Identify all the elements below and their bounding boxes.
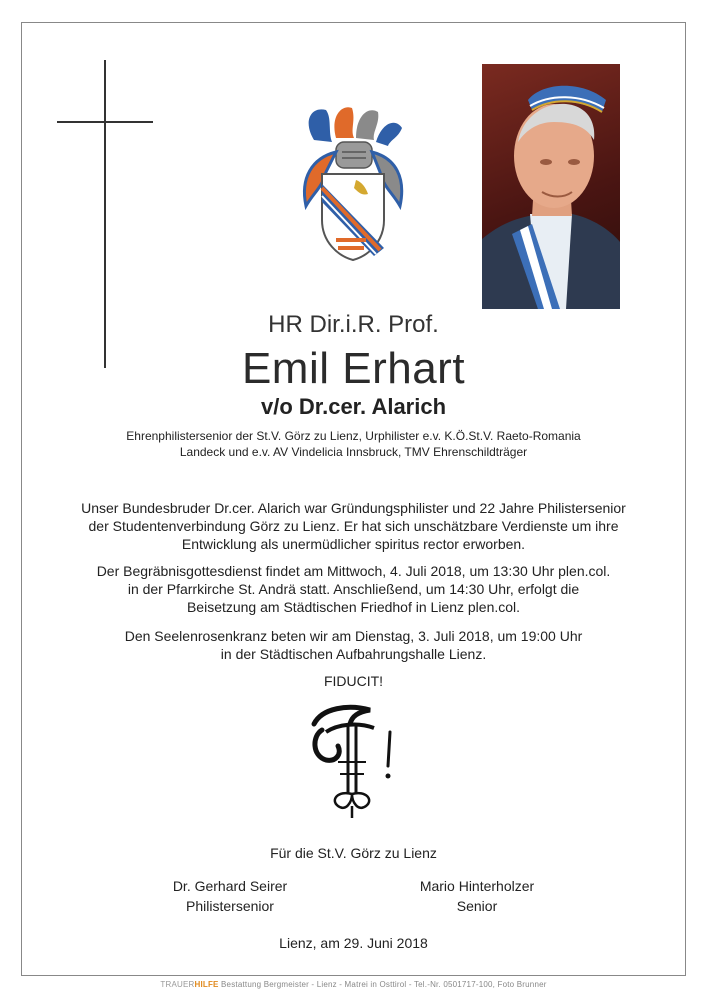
signatory-role: Senior: [456, 898, 498, 914]
deceased-name: Emil Erhart: [241, 344, 466, 393]
title-prefix: HR Dir.i.R. Prof.: [268, 311, 439, 338]
place-date: Lienz, am 29. Juni 2018: [279, 935, 428, 951]
signature-block-1: [130, 876, 330, 916]
funeral-paragraph: [21, 562, 686, 616]
zirkel-monogram-icon: [308, 702, 400, 822]
on-behalf-line: Für die St.V. Görz zu Lienz: [270, 845, 437, 861]
tribute-paragraph: [21, 499, 686, 553]
text-line: Der Begräbnisgottesdienst findet am Mittwoch, 4. Juli 2018, um 13:30 Uhr plen.col.: [96, 563, 611, 579]
vulgo-name: v/o Dr.cer. Alarich: [260, 394, 447, 419]
honors-text: [21, 428, 686, 460]
honors-line: Landeck und e.v. AV Vindelicia Innsbruck, TMV Ehrenschildträger: [179, 445, 528, 459]
footer-text: Bestattung Bergmeister - Lienz - Matrei in Osttirol - Tel.-Nr. 0501717-100, Foto Brunner: [218, 980, 547, 989]
text-line: Den Seelenrosenkranz beten wir am Dienstag, 3. Juli 2018, um 19:00 Uhr: [124, 628, 583, 644]
fiducit-text: FIDUCIT!: [323, 673, 384, 689]
signatory-name: Dr. Gerhard Seirer: [172, 878, 288, 894]
text-line: Unser Bundesbruder Dr.cer. Alarich war Gründungsphilister und 22 Jahre Philistersenior: [81, 500, 626, 516]
text-line: Beisetzung am Städtischen Friedhof in Lienz plen.col.: [186, 599, 521, 615]
brand-logo-part2: HILFE: [194, 980, 219, 989]
text-line: Entwicklung als unermüdlicher spiritus rector erworben.: [181, 536, 526, 552]
footer-credit: [0, 980, 707, 989]
brand-logo-part1: TRAUER: [160, 980, 195, 989]
signatory-role: Philistersenior: [186, 898, 274, 914]
coat-of-arms-icon: [292, 102, 414, 264]
rosary-paragraph: [21, 627, 686, 663]
text-line: in der Pfarrkirche St. Andrä statt. Anschließend, um 14:30 Uhr, erfolgt die: [127, 581, 580, 597]
text-line: in der Städtischen Aufbahrungshalle Lienz.: [220, 646, 487, 662]
text-line: der Studentenverbindung Görz zu Lienz. Er hat sich unschätzbare Verdienste um ihre: [88, 518, 619, 534]
cross-bar: [57, 121, 153, 123]
honors-line: Ehrenphilistersenior der St.V. Görz zu Lienz, Urphilister e.v. K.Ö.St.V. Raeto-Romania: [126, 429, 581, 443]
signatory-name: Mario Hinterholzer: [419, 878, 535, 894]
signature-block-2: [377, 876, 577, 916]
portrait-photo: [482, 64, 620, 309]
